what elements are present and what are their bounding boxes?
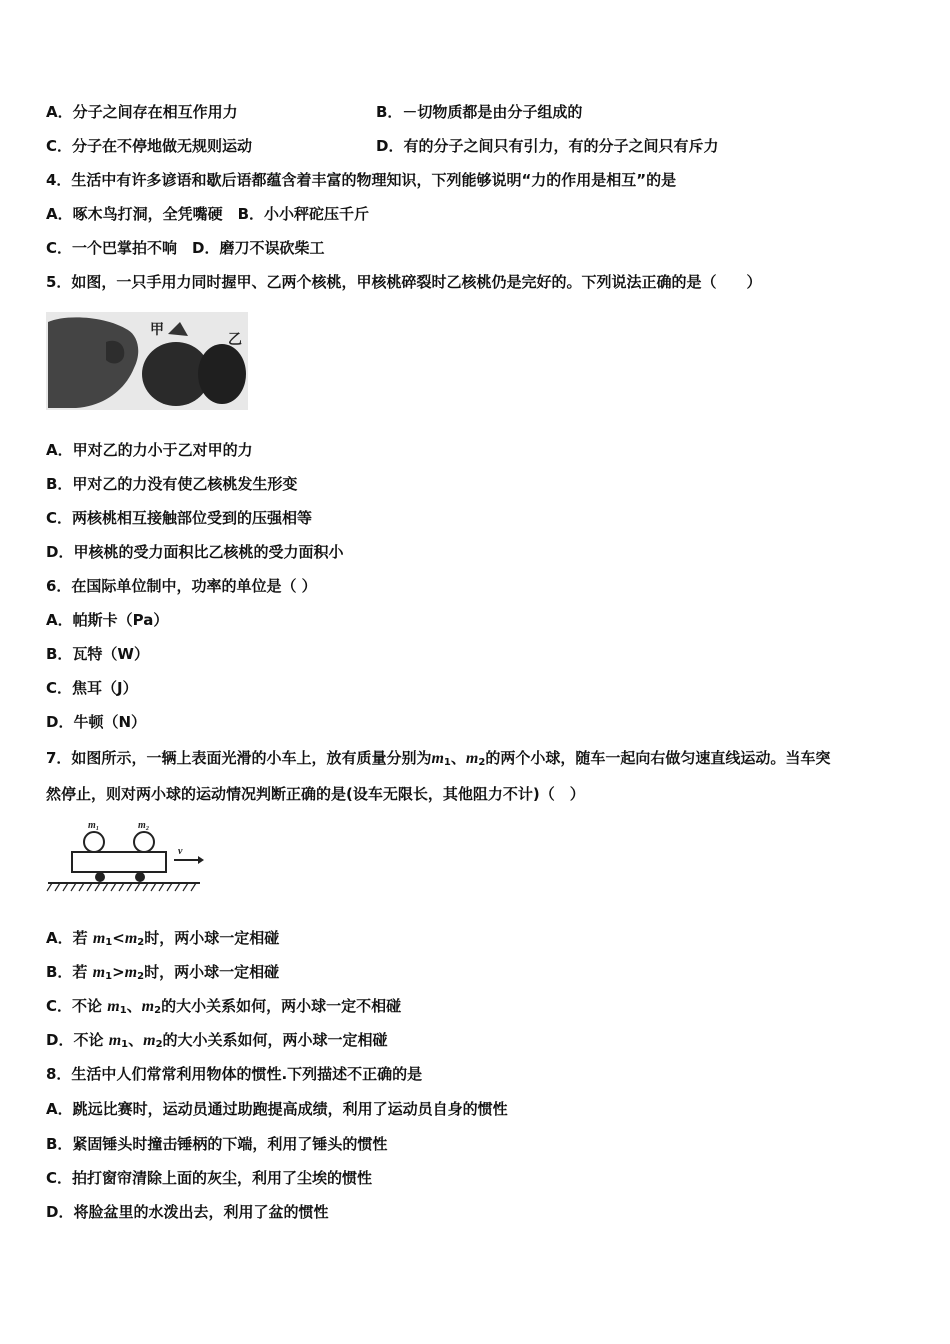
q8-option-d: D．将脸盆里的水泼出去，利用了盆的惯性 [46,1203,329,1221]
q7-a-sub1: 1 [105,937,113,948]
q7-d-sub2: 2 [155,1039,163,1050]
q8-option-a: A．跳远比赛时，运动员通过助跑提高成绩，利用了运动员自身的惯性 [46,1100,508,1118]
label-jia: 甲 [150,322,164,338]
q7-b-m1: m [92,964,106,981]
q6-option-b: B．瓦特（W） [46,645,149,663]
q7-option-a [46,928,279,953]
q7-m1-sub: 1 [443,757,451,768]
q3-option-b: B．－切物质都是由分子组成的 [376,103,583,121]
q3-option-d: D．有的分子之间只有引力，有的分子之间只有斥力 [376,137,719,155]
q7-option-b [46,962,279,987]
fig-label-m1: m₁ [88,820,100,831]
q7-c-post: 的大小关系如何，两小球一定不相碰 [161,997,402,1015]
q7-m2: m [465,750,479,767]
q7-d-sub1: 1 [121,1039,129,1050]
q7-d-sep: 、 [128,1031,144,1049]
q7-b-m2: m [124,964,138,981]
q7-c-sub2: 2 [154,1005,162,1016]
fig-label-v: v [178,846,183,857]
q4-options-cd: C．一个巴掌拍不响 D．磨刀不误砍柴工 [46,239,325,257]
q8-option-c: C．拍打窗帘清除上面的灰尘，利用了尘埃的惯性 [46,1169,373,1187]
ball-m2 [134,832,154,852]
q5-option-b: B．甲对乙的力没有使乙核桃发生形变 [46,475,298,493]
q7-d-post: 的大小关系如何，两小球一定相碰 [162,1031,388,1049]
q6-option-d: D．牛顿（N） [46,713,147,731]
q5-option-c: C．两核桃相互接触部位受到的压强相等 [46,509,313,527]
cart-figure [46,816,206,896]
q7-a-post: 时，两小球一定相碰 [144,929,280,947]
label-yi: 乙 [228,332,242,348]
wheel-right [135,872,145,882]
wheel-left [95,872,105,882]
q7-d-m2: m [143,1032,156,1049]
walnut-hand-photo [46,312,248,410]
q5-option-d: D．甲核桃的受力面积比乙核桃的受力面积小 [46,543,344,561]
q7-m2-sub: 2 [478,757,486,768]
q8-option-b: B．紧固锤头时撞击锤柄的下端，利用了锤头的惯性 [46,1135,388,1153]
fig-label-m2: m₂ [138,820,150,831]
q7-stem-line2: 然停止，则对两小球的运动情况判断正确的是(设车无限长，其他阻力不计)（ ） [46,785,585,803]
q7-b-post: 时，两小球一定相碰 [144,963,280,981]
q6-option-c: C．焦耳（J） [46,679,138,697]
q7-a-rel: < [112,929,125,947]
q7-a-m1: m [92,930,106,947]
q7-option-c [46,996,401,1021]
q7-a-pre: A．若 [46,929,93,947]
q7-c-m2: m [141,998,155,1015]
q7-c-sep: 、 [126,997,142,1015]
cart-body [72,852,166,872]
q7-stem-b: 的两个小球，随车一起向右做匀速直线运动。当车突 [485,749,831,767]
q7-m1: m [431,750,444,767]
ground-hatch [47,883,196,891]
q3-option-c: C．分子在不停地做无规则运动 [46,137,253,155]
q7-stem-line1 [46,748,830,773]
q6-option-a: A．帕斯卡（Pa） [46,611,169,629]
q7-c-sub1: 1 [119,1005,127,1016]
q5-option-a: A．甲对乙的力小于乙对甲的力 [46,441,253,459]
q7-b-pre: B．若 [46,963,93,981]
q4-stem: 4．生活中有许多谚语和歇后语都蕴含着丰富的物理知识，下列能够说明“力的作用是相互”的是 [46,171,677,189]
q7-b-sub2: 2 [137,971,145,982]
q4-options-ab: A．啄木鸟打洞，全凭嘴硬 B．小小秤砣压千斤 [46,205,370,223]
q8-stem: 8．生活中人们常常利用物体的惯性.下列描述不正确的是 [46,1065,423,1083]
q6-stem: 6．在国际单位制中，功率的单位是（ ） [46,577,317,595]
q3-option-a: A．分子之间存在相互作用力 [46,103,238,121]
q7-option-d [46,1030,388,1055]
q7-b-sub1: 1 [105,971,113,982]
q7-a-m2: m [124,930,138,947]
q7-c-m1: m [107,998,120,1015]
q7-d-pre: D．不论 [46,1031,109,1049]
cart-diagram [46,816,206,896]
q7-b-rel: > [112,963,125,981]
q7-a-sub2: 2 [137,937,145,948]
q7-c-pre: C．不论 [46,997,108,1015]
q7-stem-a: 7．如图所示，一辆上表面光滑的小车上，放有质量分别为 [46,749,432,767]
q7-d-m1: m [108,1032,122,1049]
q7-sep: 、 [450,749,466,767]
ball-m1 [84,832,104,852]
q5-stem: 5．如图，一只手用力同时握甲、乙两个核桃，甲核桃碎裂时乙核桃仍是完好的。下列说法正确的是（ ） [46,273,762,291]
walnut-hand-figure [46,312,248,410]
